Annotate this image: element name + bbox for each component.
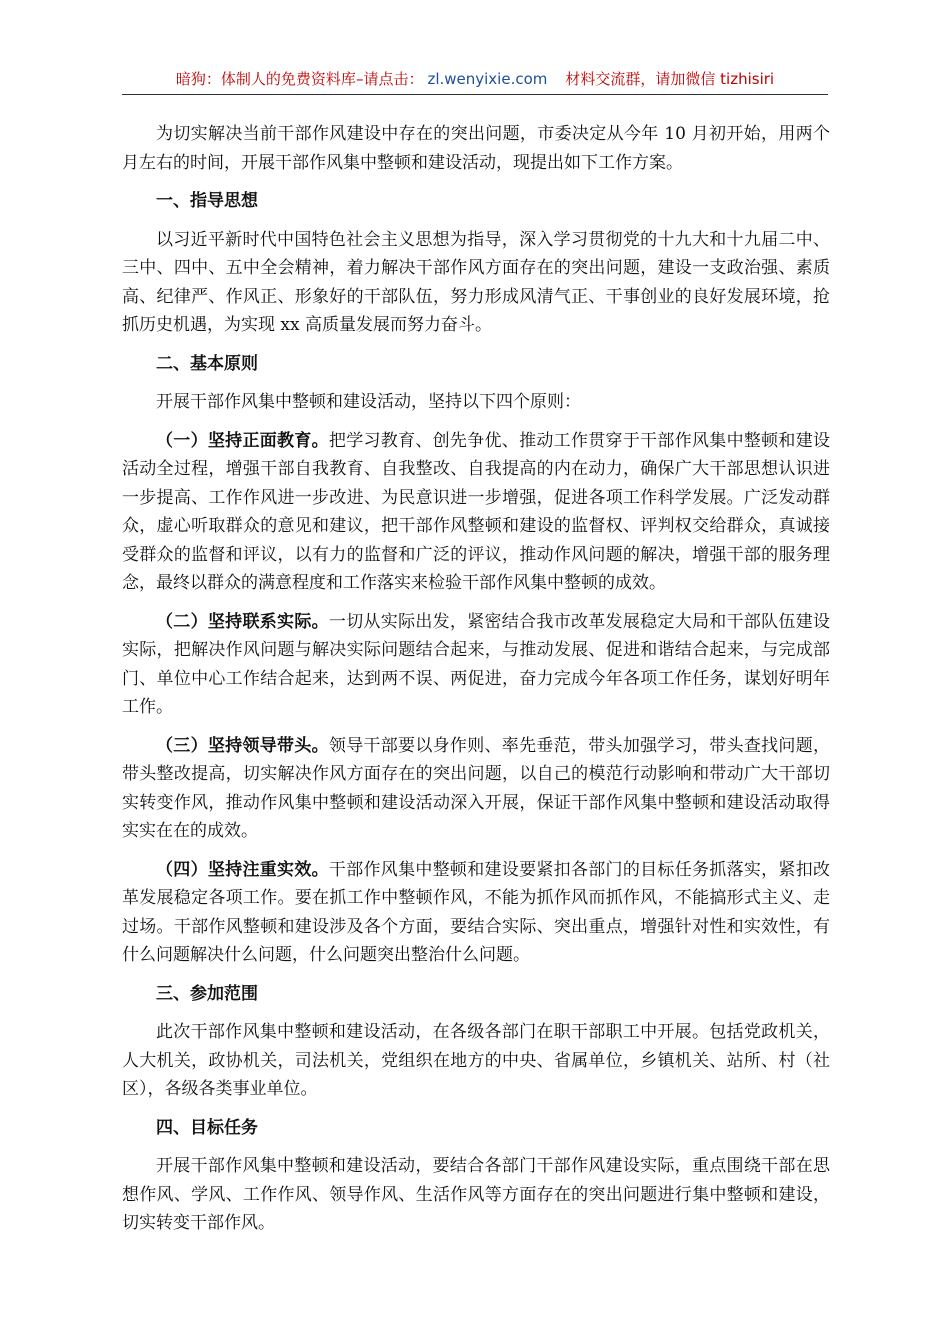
principle-item [122,856,830,970]
section-heading-scope: 三、参加范围 [156,983,258,1004]
principle-text: 干部作风集中整顿和建设要紧扣各部门的目标任务抓落实，紧扣改革发展稳定各项工作。要在抓工作中整顿作风，不能为抓作风而抓作风，不能搞形式主义、走过场。干部作风整顿和建设涉及各个方面，要结合实际、突出重点，增强针对性和实效性，有什么问题解决什么问题，什么问题突出整治什么问题。 [122,859,831,965]
guiding-paragraph: 以习近平新时代中国特色社会主义思想为指导，深入学习贯彻党的十九大和十九届二中、三中、四中、五中全会精神，着力解决干部作风方面存在的突出问题，建设一支政治强、素质高、纪律严、作风正、形象好的干部队伍，努力形成风清气正、干事创业的良好发展环境，抢抓历史机遇，为实现 xx 高质量发展而努力奋斗。 [122,229,830,335]
principle-item [122,732,830,846]
principle-lead: （三）坚持领导带头。 [156,735,329,756]
principles-intro: 开展干部作风集中整顿和建设活动，坚持以下四个原则： [156,392,581,412]
intro-paragraph: 为切实解决当前干部作风建设中存在的突出问题，市委决定从今年 10 月初开始，用两个月左右的时间，开展干部作风集中整顿和建设活动，现提出如下工作方案。 [122,124,830,173]
principle-item [122,427,830,598]
principle-item [122,608,830,722]
principle-text: 领导干部要以身作则、率先垂范，带头加强学习，带头查找问题，带头整改提高，切实解决作风方面存在的突出问题，以自己的模范行动影响和带动广大干部切实转变作风，推动作风集中整顿和建设活动深入开展，保证干部作风集中整顿和建设活动取得实实在在的成效。 [122,735,831,841]
document-body [122,120,830,1248]
goals-paragraph: 开展干部作风集中整顿和建设活动，要结合各部门干部作风建设实际，重点围绕干部在思想作风、学风、工作作风、领导作风、生活作风等方面存在的突出问题进行集中整顿和建设，切实转变干部作风。 [122,1156,830,1233]
page-header [122,64,828,95]
section-heading-goals: 四、目标任务 [156,1117,258,1138]
principle-lead: （四）坚持注重实效。 [156,859,329,880]
header-click-prompt: –请点击： [355,70,424,88]
scope-paragraph: 此次干部作风集中整顿和建设活动，在各级各部门在职干部职工中开展。包括党政机关，人大机关，政协机关，司法机关，党组织在地方的中央、省属单位，乡镇机关、站所、村（社区），各级各类事业单位。 [122,1022,830,1099]
section-heading-principles: 二、基本原则 [156,353,258,374]
header-url-link[interactable]: zl.wenyixie.com [427,70,548,88]
header-brand: 暗狗：体制人的免费资料库 [175,70,356,88]
principle-lead: （一）坚持正面教育。 [156,430,329,451]
principle-lead: （二）坚持联系实际。 [156,611,329,632]
section-heading-guiding: 一、指导思想 [156,191,258,211]
header-group-info: 材料交流群，请加微信 tizhisiri [565,70,775,88]
principle-text: 一切从实际出发，紧密结合我市改革发展稳定大局和干部队伍建设实际，把解决作风问题与解决实际问题结合起来，与推动发展、促进和谐结合起来，与完成部门、单位中心工作结合起来，达到两不误、两促进，奋力完成今年各项工作任务，谋划好明年工作。 [122,611,831,717]
principle-text: 把学习教育、创先争优、推动工作贯穿于干部作风集中整顿和建设活动全过程，增强干部自我教育、自我整改、自我提高的内在动力，确保广大干部思想认识进一步提高、工作作风进一步改进、为民意识进一步增强，促进各项工作科学发展。广泛发动群众，虚心听取群众的意见和建议，把干部作风整顿和建设的监督权、评判权交给群众，真诚接受群众的监督和评议，以有力的监督和广泛的评议，推动作风问题的解决，增强干部的服务理念，最终以群众的满意程度和工作落实来检验干部作风集中整顿的成效。 [122,430,831,593]
